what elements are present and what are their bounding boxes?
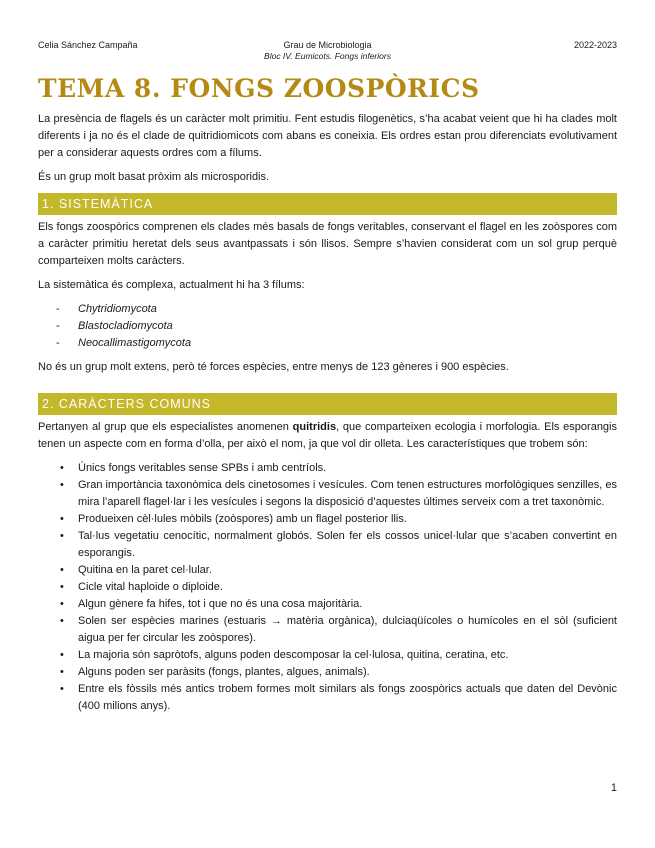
character-item: • Entre els fòssils més antics trobem formes molt similars als fongs zoospòrics actuals que daten del Devònic (400 milions anys). — [38, 681, 617, 715]
character-item: • Tal·lus vegetatiu cenocític, normalment globós. Solen fer els cossos unicel·lular que s’acaben convertint en esporangis. — [38, 528, 617, 562]
section2-text: Pertanyen al grup que els especialistes anomenen — [38, 421, 293, 433]
header-author: Celia Sánchez Campaña — [38, 40, 138, 50]
character-item: • Produeixen cèl·lules mòbils (zoòspores) amb un flagel posterior llis. — [38, 511, 617, 528]
section-heading-caracters-comuns: 2. CARÀCTERS COMUNS — [38, 393, 617, 415]
header-year: 2022-2023 — [573, 40, 617, 50]
section2-text: , que comparteixen ecologia i morfologia. Els esporangis tenen un aspecte com en forma d’olla, per això el nom, ja que vol dir olleta. Les característiques que trobem són: — [38, 421, 617, 450]
intro-paragraph: La presència de flagels és un caràcter molt primitiu. Fent estudis filogenètics, s’ha acabat veient que hi ha clades molt diferents i ja no és el clade de quitridiomicots com abans es coneixia. Els ordres estan prou diferenciats evolutivament per a considerar aquests ordres com a fílums. — [38, 113, 617, 159]
page-number: 1 — [610, 782, 617, 794]
character-item: • Algun gènere fa hifes, tot i que no és una cosa majoritària. — [38, 596, 617, 613]
intro-paragraph: És un grup molt basat pròxim als microsporidis. — [38, 171, 270, 183]
character-item: • Cicle vital haploide o diploide. — [38, 579, 617, 596]
character-item: • Alguns poden ser paràsits (fongs, plantes, algues, animals). — [38, 664, 617, 681]
document-body — [38, 111, 617, 715]
section2-bold-term: quitridis — [292, 421, 337, 433]
page-title: TEMA 8. FONGS ZOOSPÒRICS — [38, 74, 480, 103]
phylum-item: - Blastocladiomycota — [38, 318, 617, 335]
character-item: • Gran importància taxonòmica dels cinetosomes i vesícules. Com tenen estructures morfològiques senzilles, es mira l’aparell flagel·lar i les vesícules i segons la disposició d’aquestes últimes serveix com a tret taxonòmic. — [38, 477, 617, 511]
character-item: • Únics fongs veritables sense SPBs i amb centríols. — [38, 460, 617, 477]
character-item: • Quitina en la paret cel·lular. — [38, 562, 617, 579]
section2-paragraph — [38, 419, 617, 453]
header-block: Bloc IV. Eumicots. Fongs inferiors — [264, 51, 391, 61]
character-item: • La majoria són sapròtofs, alguns poden descomposar la cel·lulosa, quitina, ceratina, etc. — [38, 647, 617, 664]
phylum-item: - Neocallimastigomycota — [38, 335, 617, 352]
section-heading-sistematica: 1. SISTEMÀTICA — [38, 193, 617, 215]
header-course — [0, 40, 655, 62]
character-item: • Solen ser espècies marines (estuaris → matèria orgànica), dulciaqüícoles o humícoles en el sòl (suficient aigua per fer circular les zoòspores). — [38, 613, 617, 647]
phylum-item: - Chytridiomycota — [38, 301, 617, 318]
section1-paragraph: La sistemàtica és complexa, actualment hi ha 3 fílums: — [38, 279, 305, 291]
section1-paragraph: No és un grup molt extens, però té forces espècies, entre menys de 123 gèneres i 900 espècies. — [38, 361, 509, 373]
section1-paragraph: Els fongs zoospòrics comprenen els clades més basals de fongs veritables, conservant el flagel en les zoòspores com a caràcter primitiu heretat dels seus avantpassats i són llisos. Sempre s’havien considerat com un sol grup perquè comparteixen molts caràcters. — [38, 221, 617, 267]
phyla-list — [38, 301, 617, 352]
characters-list — [38, 460, 617, 715]
header-degree: Grau de Microbiologia — [283, 40, 372, 50]
